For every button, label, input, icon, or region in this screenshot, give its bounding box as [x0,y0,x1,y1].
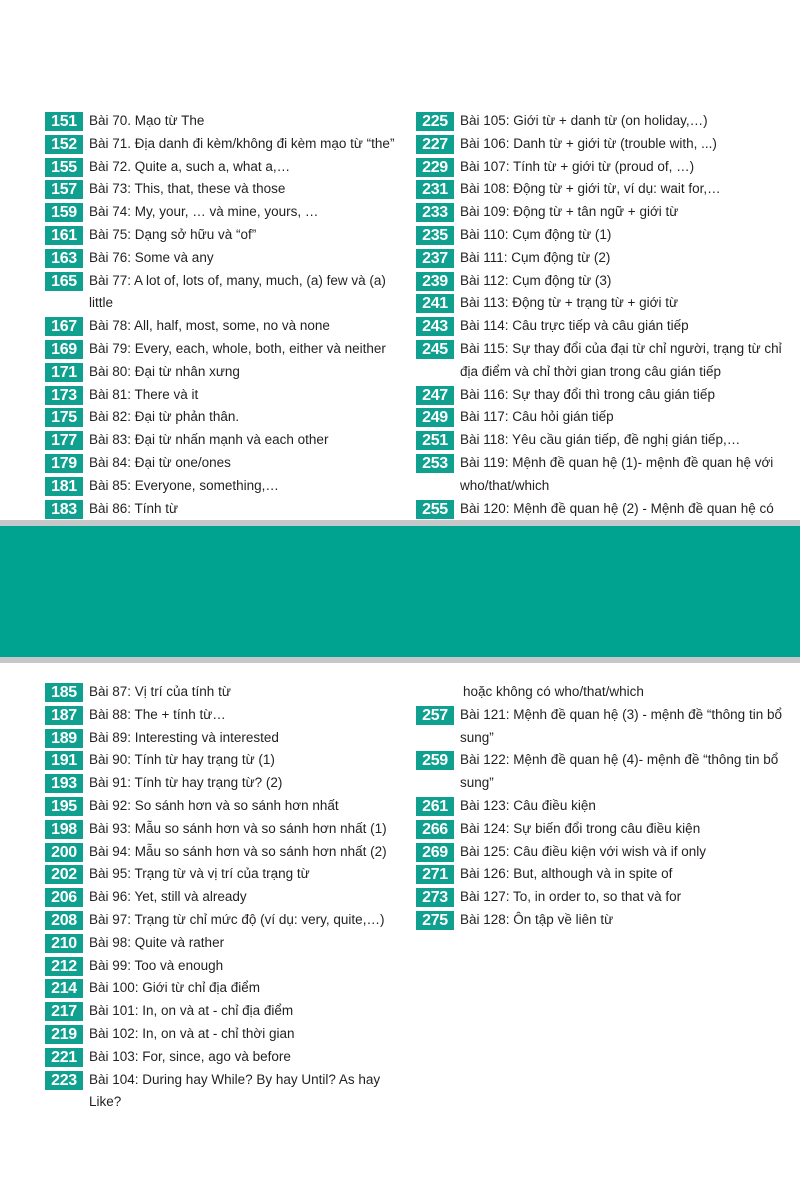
page-number-badge: 206 [45,888,83,907]
toc-entry [416,133,800,156]
page-number-badge: 151 [45,112,83,131]
page-number-badge: 181 [45,477,83,496]
toc-column-top-right [416,110,800,520]
page-number-badge: 271 [416,865,454,884]
page-number-badge: 208 [45,911,83,930]
page-number-badge: 155 [45,158,83,177]
lesson-title: Bài 124: Sự biến đổi trong câu điều kiện [460,820,701,836]
lesson-title: Bài 98: Quite và rather [89,934,225,950]
lesson-title: Bài 102: In, on và at - chỉ thời gian [89,1025,295,1041]
lesson-title: Bài 83: Đại từ nhấn mạnh và each other [89,432,329,448]
page-number-badge: 225 [416,112,454,131]
lesson-title: Bài 74: My, your, … và mine, yours, … [89,204,319,220]
page-number-badge: 214 [45,979,83,998]
toc-entry [416,795,800,818]
lesson-title: Bài 117: Câu hỏi gián tiếp [460,409,614,425]
toc-entry [45,1069,405,1115]
page-number-badge: 266 [416,820,454,839]
toc-entry [416,429,800,452]
page-number-badge: 251 [416,431,454,450]
toc-column-bottom-left [45,681,405,1114]
page-number-badge: 239 [416,272,454,291]
lesson-title: Bài 109: Động từ + tân ngữ + giới từ [460,204,679,220]
page-number-badge: 255 [416,500,454,519]
toc-entry [45,886,405,909]
lesson-title: Bài 103: For, since, ago và before [89,1048,291,1064]
page-number-badge: 183 [45,500,83,519]
page-number-badge: 171 [45,363,83,382]
lesson-title: Bài 112: Cụm động từ (3) [460,272,612,288]
toc-list-bottom-right [416,704,800,932]
toc-entry [416,247,800,270]
page-number-badge: 275 [416,911,454,930]
toc-entry [45,681,405,704]
lesson-title: Bài 106: Danh từ + giới từ (trouble with, ...) [460,135,717,151]
toc-entry [416,270,800,293]
toc-entry [416,909,800,932]
lesson-title: Bài 94: Mẫu so sánh hơn và so sánh hơn nhất (2) [89,843,387,859]
lesson-title: Bài 93: Mẫu so sánh hơn và so sánh hơn nhất (1) [89,820,387,836]
toc-entry [416,201,800,224]
lesson-title: Bài 88: The + tính từ… [89,706,226,722]
lesson-title: Bài 122: Mệnh đề quan hệ (4)- mệnh đề “thông tin bổ sung” [460,752,779,791]
toc-entry [45,315,405,338]
lesson-title: Bài 87: Vị trí của tính từ [89,684,231,699]
page-number-badge: 163 [45,249,83,268]
toc-entry [416,156,800,179]
lesson-title: Bài 71. Địa danh đi kèm/không đi kèm mạo từ “the” [89,135,395,151]
page-number-badge: 231 [416,180,454,199]
lesson-title: Bài 128: Ôn tập về liên từ [460,911,614,927]
lesson-title: Bài 113: Động từ + trạng từ + giới từ [460,295,679,311]
toc-entry [45,863,405,886]
toc-entry [416,384,800,407]
toc-entry [416,292,800,315]
lesson-title: Bài 86: Tính từ [89,500,179,516]
page-number-badge: 249 [416,408,454,427]
page-number-badge: 169 [45,340,83,359]
page-number-badge: 159 [45,203,83,222]
toc-entry [45,727,405,750]
lesson-title: Bài 123: Câu điều kiện [460,797,596,813]
toc-entry [416,224,800,247]
lesson-title: Bài 96: Yet, still và already [89,889,247,905]
page-number-badge: 219 [45,1025,83,1044]
toc-entry [45,749,405,772]
toc-entry [45,955,405,978]
page-number-badge: 221 [45,1048,83,1067]
page-number-badge: 198 [45,820,83,839]
lesson-title: Bài 125: Câu điều kiện với wish và if only [460,843,706,859]
page-number-badge: 253 [416,454,454,473]
continued-entry-text: hoặc không có who/that/which [463,684,644,699]
toc-entry [45,338,405,361]
page-number-badge: 212 [45,957,83,976]
page-number-badge: 273 [416,888,454,907]
toc-entry [45,224,405,247]
page-number-badge: 195 [45,797,83,816]
toc-entry [45,498,405,521]
page-number-badge: 161 [45,226,83,245]
lesson-title: Bài 101: In, on và at - chỉ địa điểm [89,1003,294,1019]
lesson-title: Bài 81: There và it [89,386,199,402]
lesson-title: Bài 75: Dạng sở hữu và “of” [89,226,257,242]
lesson-title: Bài 80: Đại từ nhân xưng [89,363,240,379]
lesson-title: Bài 108: Động từ + giới từ, ví dụ: wait for,… [460,181,721,197]
lesson-title: Bài 114: Câu trực tiếp và câu gián tiếp [460,318,689,334]
toc-entry [416,452,800,498]
toc-entry [416,749,800,795]
toc-entry [45,1046,405,1069]
lesson-title: Bài 97: Trạng từ chỉ mức độ (ví dụ: very, quite,…) [89,911,385,927]
page-number-badge: 241 [416,294,454,313]
page-number-badge: 223 [45,1071,83,1090]
toc-entry [45,429,405,452]
lesson-title: Bài 85: Everyone, something,… [89,477,279,493]
page-number-badge: 157 [45,180,83,199]
page-number-badge: 247 [416,386,454,405]
page-number-badge: 165 [45,272,83,291]
toc-entry [45,133,405,156]
toc-entry [45,406,405,429]
toc-entry [416,338,800,384]
toc-entry [45,772,405,795]
toc-entry [416,406,800,429]
page-number-badge: 167 [45,317,83,336]
page-number-badge: 237 [416,249,454,268]
toc-entry [45,156,405,179]
page-number-badge: 173 [45,386,83,405]
page-number-badge: 233 [416,203,454,222]
lesson-title: Bài 72. Quite a, such a, what a,… [89,158,291,174]
toc-entry [45,977,405,1000]
lesson-title: Bài 70. Mạo từ The [89,113,205,128]
toc-entry [45,1000,405,1023]
page-number-badge: 245 [416,340,454,359]
page-number-badge: 210 [45,934,83,953]
page-number-badge: 152 [45,135,83,154]
lesson-title: Bài 99: Too và enough [89,957,224,973]
lesson-title: Bài 126: But, although và in spite of [460,866,673,882]
lesson-title: Bài 121: Mệnh đề quan hệ (3) - mệnh đề “thông tin bổ sung” [460,706,782,745]
toc-entry [45,704,405,727]
toc-entry [45,795,405,818]
toc-entry [45,452,405,475]
toc-entry [416,841,800,864]
lesson-title: Bài 78: All, half, most, some, no và none [89,318,330,334]
toc-entry [45,909,405,932]
toc-entry [45,201,405,224]
toc-entry [45,841,405,864]
page-number-badge: 269 [416,843,454,862]
page-number-badge: 259 [416,751,454,770]
page-number-badge: 235 [416,226,454,245]
lesson-title: Bài 115: Sự thay đổi của đại từ chỉ người, trạng từ chỉ địa điểm và chỉ thời gian trong câu gián tiếp [460,340,782,379]
toc-entry [45,1023,405,1046]
lesson-title: Bài 111: Cụm động từ (2) [460,249,611,265]
page-number-badge: 191 [45,751,83,770]
lesson-title: Bài 79: Every, each, whole, both, either và neither [89,340,386,356]
toc-entry [45,818,405,841]
toc-entry [45,475,405,498]
toc-entry [416,704,800,750]
page-number-badge: 217 [45,1002,83,1021]
toc-entry [45,384,405,407]
lesson-title: Bài 89: Interesting và interested [89,729,279,745]
page-number-badge: 175 [45,408,83,427]
lesson-title: Bài 127: To, in order to, so that và for [460,889,682,905]
lesson-title: Bài 110: Cụm động từ (1) [460,226,612,242]
lesson-title: Bài 73: This, that, these và those [89,181,286,197]
lesson-title: Bài 120: Mệnh đề quan hệ (2) - Mệnh đề quan hệ có [460,500,774,516]
page-number-badge: 189 [45,729,83,748]
teal-divider-band [0,520,800,663]
page-number-badge: 187 [45,706,83,725]
lesson-title: Bài 107: Tính từ + giới từ (proud of, …) [460,158,695,174]
lesson-title: Bài 84: Đại từ one/ones [89,454,231,470]
toc-entry [45,932,405,955]
toc-entry [45,247,405,270]
page-number-badge: 177 [45,431,83,450]
lesson-title: Bài 76: Some và any [89,249,214,265]
toc-entry [416,818,800,841]
page-number-badge: 179 [45,454,83,473]
lesson-title: Bài 95: Trạng từ và vị trí của trạng từ [89,866,310,882]
lesson-title: Bài 91: Tính từ hay trạng từ? (2) [89,775,283,791]
toc-entry [416,178,800,201]
lesson-title: Bài 100: Giới từ chỉ địa điểm [89,980,260,996]
lesson-title: Bài 82: Đại từ phản thân. [89,409,240,425]
toc-entry [416,498,800,521]
toc-entry [416,886,800,909]
page-number-badge: 193 [45,774,83,793]
page-number-badge: 227 [416,135,454,154]
lesson-title: Bài 116: Sự thay đổi thì trong câu gián tiếp [460,386,715,402]
page-number-badge: 229 [416,158,454,177]
lesson-title: Bài 92: So sánh hơn và so sánh hơn nhất [89,797,339,813]
lesson-title: Bài 119: Mệnh đề quan hệ (1)- mệnh đề quan hệ với who/that/which [460,454,774,493]
toc-entry [45,361,405,384]
lesson-title: Bài 90: Tính từ hay trạng từ (1) [89,752,275,768]
page-number-badge: 257 [416,706,454,725]
toc-entry [416,110,800,133]
lesson-title: Bài 118: Yêu cầu gián tiếp, đề nghị gián tiếp,… [460,432,741,448]
page-number-badge: 185 [45,683,83,702]
lesson-title: Bài 104: During hay While? By hay Until? As hay Like? [89,1071,381,1110]
toc-entry [45,270,405,316]
toc-column-bottom-right [416,681,800,932]
toc-entry [416,315,800,338]
toc-entry [45,110,405,133]
page-number-badge: 200 [45,843,83,862]
toc-column-top-left [45,110,405,520]
toc-entry [45,178,405,201]
toc-entry [416,863,800,886]
page-number-badge: 243 [416,317,454,336]
page-number-badge: 202 [45,865,83,884]
page-number-badge: 261 [416,797,454,816]
lesson-title: Bài 105: Giới từ + danh từ (on holiday,…) [460,113,708,128]
lesson-title: Bài 77: A lot of, lots of, many, much, (a) few và (a) little [89,272,386,311]
